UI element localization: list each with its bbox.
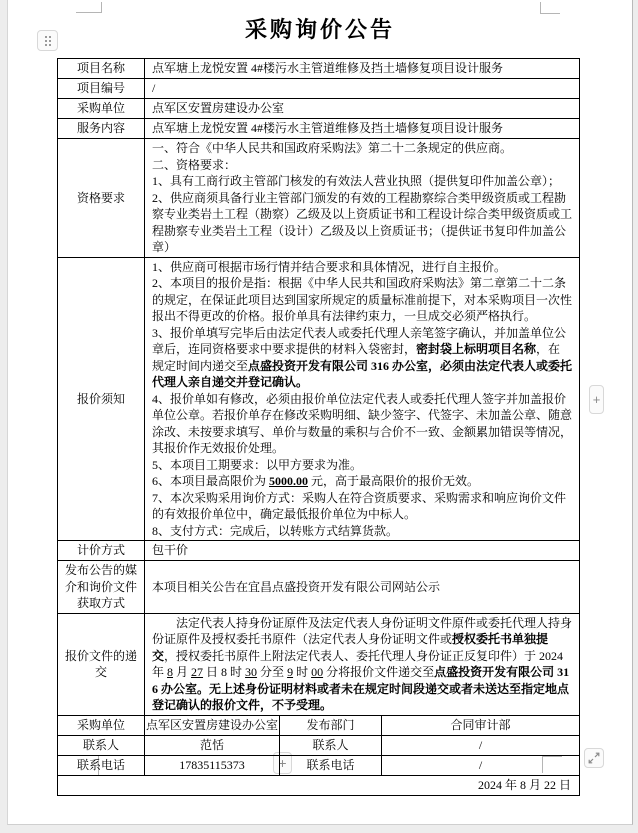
text-run: 9 bbox=[287, 665, 294, 679]
paragraph bbox=[152, 325, 572, 391]
text-run: 二、资格要求： bbox=[152, 157, 237, 172]
paragraph bbox=[152, 523, 572, 540]
paragraph bbox=[152, 473, 572, 490]
text-run: 密封袋上标明项目名称 bbox=[416, 342, 537, 356]
paragraph bbox=[152, 259, 572, 276]
text-run: 元，高于最高限价的报价无效。 bbox=[308, 474, 480, 488]
paragraph bbox=[152, 157, 572, 174]
add-column-button[interactable] bbox=[589, 385, 604, 414]
text-run: 5、本项目工期要求：以甲方要求为准。 bbox=[152, 457, 363, 472]
announcement-media-value: 本项目相关公告在宜昌点盛投资开发有限公司网站公示 bbox=[145, 561, 580, 614]
table-row bbox=[58, 119, 580, 139]
table-row bbox=[58, 775, 580, 795]
paragraph bbox=[152, 615, 572, 714]
text-run: 日 8 时 bbox=[203, 665, 246, 679]
table-row bbox=[58, 257, 580, 541]
row-label: 计价方式 bbox=[58, 541, 145, 561]
table-row bbox=[58, 99, 580, 119]
paragraph bbox=[152, 190, 572, 256]
table-row bbox=[58, 79, 580, 99]
row-label: 资格要求 bbox=[58, 139, 145, 258]
contact-value: / bbox=[382, 755, 580, 775]
row-label: 采购单位 bbox=[58, 99, 145, 119]
text-run: 时 bbox=[293, 665, 312, 679]
text-run: 法定代表人持身份证原件及法定代表人身份证明文件原件或委托代理人持身份证原件及授权委托书原件（法定代表人身份证明文件或 bbox=[152, 615, 573, 646]
table-row bbox=[58, 735, 580, 755]
purchaser-value: 点军区安置房建设办公室 bbox=[145, 99, 580, 119]
text-run: 1、具有工商行政主管部门核发的有效法人营业执照（提供复印件加盖公章）； bbox=[152, 174, 561, 188]
table-row bbox=[58, 139, 580, 258]
row-label: 发布公告的媒介和询价文件获取方式 bbox=[58, 561, 145, 614]
text-run: 点盛投资开发有限公司 316 办公室，必须由法定代表人或委托代理人亲自递交并登记确认。 bbox=[152, 358, 573, 389]
text-run: 4、报价单如有修改，必须由报价单位法定代表人或委托代理人签字并加盖报价单位公章。若报价单存在修改采购明细、缺少签字、代签字、未加盖公章、随意涂改、未按要求填写、单价与数量的乘积与合价不一致、金额累加错误等情况，其报价作无效报价处理。 bbox=[152, 391, 573, 455]
paragraph bbox=[152, 457, 572, 474]
text-run: 一、符合《中华人民共和国政府采购法》第二十二条规定的供应商。 bbox=[152, 141, 513, 155]
table-row bbox=[58, 613, 580, 715]
margin-corner-mark-top-left bbox=[76, 2, 102, 13]
contact-value: 点军区安置房建设办公室 bbox=[145, 715, 280, 735]
table-row bbox=[58, 561, 580, 614]
text-run: 30 bbox=[245, 665, 258, 679]
text-run: 00 bbox=[311, 665, 324, 679]
contact-value: / bbox=[382, 735, 580, 755]
page-title: 采购询价公告 bbox=[244, 17, 395, 42]
text-run: 月 bbox=[173, 665, 192, 679]
expand-table-button[interactable] bbox=[584, 748, 604, 768]
text-run: 分至 bbox=[257, 665, 288, 679]
text-run: 7、本次采购采用询价方式：采购人在符合资质要求、采购需求和响应询价文件的有效报价单位中，确定最低报价单位为中标人。 bbox=[152, 490, 567, 521]
document-date: 2024 年 8 月 22 日 bbox=[58, 775, 580, 795]
text-run: 点盛投资开发有限公司 316 办公室。无上述身份证明材料或者未在规定时间段递交或者未送达至指定地点登记确认的报价文件，不予受理。 bbox=[152, 665, 570, 712]
expand-arrows-icon bbox=[586, 750, 602, 766]
service-content-value: 点军塘上龙悦安置 4#楼污水主管道维修及挡土墙修复项目设计服务 bbox=[145, 119, 580, 139]
table-row bbox=[58, 541, 580, 561]
table-row bbox=[58, 59, 580, 79]
contact-label: 联系电话 bbox=[58, 755, 145, 775]
paragraph bbox=[152, 275, 572, 325]
document-page bbox=[7, 0, 633, 825]
row-label: 报价文件的递交 bbox=[58, 613, 145, 715]
text-run: 8、支付方式：完成后，以转账方式结算货款。 bbox=[152, 523, 399, 538]
paragraph bbox=[152, 391, 572, 457]
quotation-notice bbox=[145, 257, 580, 541]
table-row bbox=[58, 715, 580, 735]
contact-label: 联系人 bbox=[280, 735, 382, 755]
row-label: 服务内容 bbox=[58, 119, 145, 139]
text-run: 27 bbox=[191, 665, 204, 679]
row-label: 报价须知 bbox=[58, 257, 145, 541]
pricing-method-value: 包干价 bbox=[145, 541, 580, 561]
text-run: 2、本项目的报价是指：根据《中华人民共和国政府采购法》第二章第二十二条的规定，在保证此项目达到国家所规定的质量标准前提下，对本采购项目一次性报出不得更改的价格。报价单具有法律约束力，一旦成交必须严格执行。 bbox=[152, 276, 573, 323]
text-run: 8 bbox=[167, 665, 174, 679]
paragraph bbox=[152, 140, 572, 157]
text-run: ，在规定时间内递交至 bbox=[152, 342, 561, 373]
contact-value: 合同审计部 bbox=[382, 715, 580, 735]
plus-icon: + bbox=[278, 755, 287, 771]
submission-instructions bbox=[145, 613, 580, 715]
contact-value: 范恬 bbox=[145, 735, 280, 755]
plus-icon: + bbox=[592, 392, 601, 407]
text-run: 1、供应商可根据市场行情并结合要求和具体情况，进行自主报价。 bbox=[152, 259, 507, 274]
project-number-value: / bbox=[145, 79, 580, 99]
row-label: 项目编号 bbox=[58, 79, 145, 99]
contact-label: 联系电话 bbox=[280, 755, 382, 775]
table-row bbox=[58, 755, 580, 775]
text-run: 5000.00 bbox=[269, 474, 309, 488]
announcement-table bbox=[57, 58, 580, 796]
contact-value: 17835115373 bbox=[145, 755, 280, 775]
text-run: 授权委托书单独提交 bbox=[152, 632, 549, 663]
contact-label: 发布部门 bbox=[280, 715, 382, 735]
contact-label: 采购单位 bbox=[58, 715, 145, 735]
text-run: 2、供应商须具备行业主管部门颁发的有效的工程勘察综合类甲级资质或工程勘察专业类岩土工程（勘察）乙级及以上资质证书和工程设计综合类甲级资质或工程勘察专业类岩土工程（设计）乙级及以上资质证书；（提供证书复印件加盖公章） bbox=[152, 190, 573, 254]
contact-label: 联系人 bbox=[58, 735, 145, 755]
text-run: 6、本项目最高限价为 bbox=[152, 474, 270, 488]
text-run: ，授权委托书原件上附法定代表人、委托代理人身份证正反复印件）于 2024 年 bbox=[152, 648, 564, 679]
text-run: 3、报价单填写完毕后由法定代表人或委托代理人亲笔签字确认，并加盖单位公章后，连同资格要求中要求提供的材料入袋密封， bbox=[152, 325, 567, 356]
paragraph bbox=[152, 490, 572, 523]
text-run: 分将报价文件递交至 bbox=[323, 665, 435, 679]
project-name-value: 点军塘上龙悦安置 4#楼污水主管道维修及挡土墙修复项目设计服务 bbox=[145, 59, 580, 79]
paragraph bbox=[152, 173, 572, 190]
qualification-requirements bbox=[145, 139, 580, 258]
row-label: 项目名称 bbox=[58, 59, 145, 79]
